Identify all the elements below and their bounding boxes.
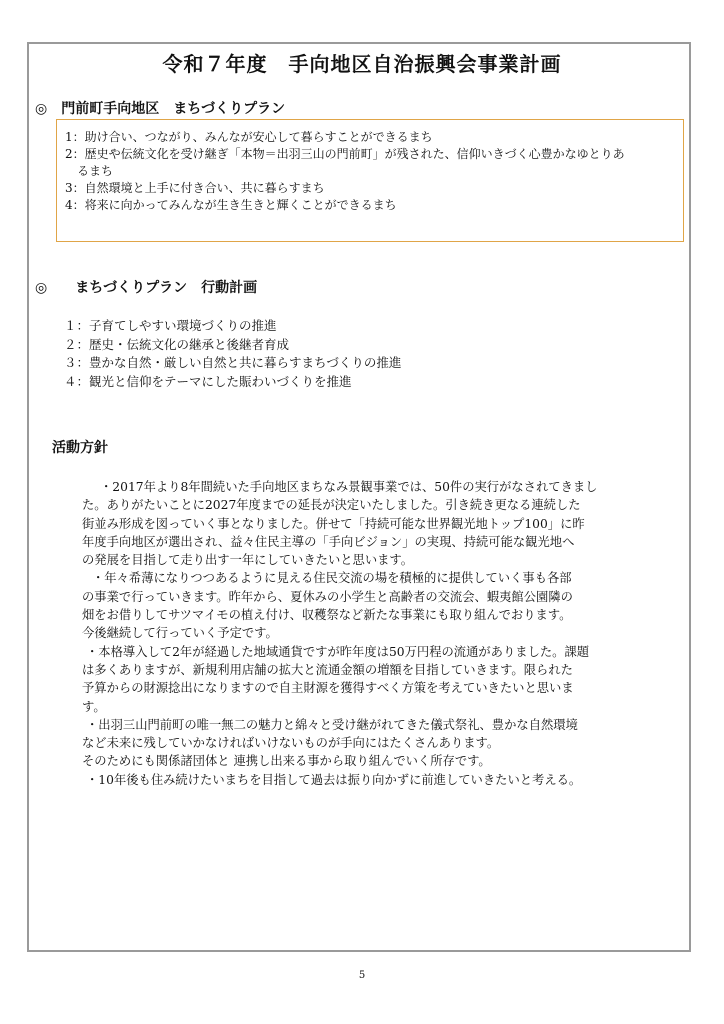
plan-line-1: 1：助け合い、つながり、みんなが安心して暮らすことができるまち [65,130,433,144]
action-item-4: ４：観光と信仰をテーマにした賑わいづくりを推進 [64,373,352,389]
policy-line: 年度手向地区が選出され、益々住民主導の「手向ビジョン」の実現、持続可能な観光地へ [82,534,575,549]
policy-line: た。ありがたいことに2027年度までの延長が決定いたしました。引き続き更なる連続した [82,498,581,513]
policy-line: 今後継続して行っていく予定です。 [82,626,278,641]
action-item-1: １：子育てしやすい環境づくりの推進 [64,318,277,333]
plan-line-3: 3：自然環境と上手に付き合い、共に暮らすまち [65,181,325,195]
page-number: 5 [358,970,366,981]
policy-line: 予算からの財源捻出になりますので自主財源を獲得すべく方策を考えていきたいと思いま [82,681,574,696]
plan-line-2-continued: るまち [77,164,114,178]
action-item-3: ３：豊かな自然・厳しい自然と共に暮らすまちづくりの推進 [64,355,402,370]
plan-line-2: 2：歴史や伝統文化を受け継ぎ「本物＝出羽三山の門前町」が残された、信仰いきづく心豊かなゆとりあ [65,147,625,161]
policy-line: の事業で行っていきます。昨年から、夏休みの小学生と高齢者の交流会、蝦夷館公園隣の [82,589,573,604]
policy-line: は多くありますが、新規利用店舗の拡大と流通金額の増額を目指していきます。限られた [82,662,573,677]
plan-heading: ◎ 門前町手向地区 まちづくりプラン [35,101,286,117]
policy-line: など未来に残していかなければいけないものが手向にはたくさんあります。 [82,736,500,751]
policy-line: ・出羽三山門前町の唯一無二の魅力と綿々と受け継がれてきた儀式祭礼、豊かな自然環境 [86,717,578,732]
policy-line: そのためにも関係諸団体と 連携し出来る事から取り組んでいく所存です。 [82,754,491,769]
policy-line: す。 [82,699,106,714]
policy-line: ・2017年より8年間続いた手向地区まちなみ景観事業では、50件の実行がなされてきまし [100,480,598,494]
policy-line: 畑をお借りしてサツマイモの植え付け、収穫祭など新たな事業にも取り組んでおります。 [82,608,572,623]
policy-heading: 活動方針 [52,440,108,456]
policy-line: ・10年後も住み続けたいまちを目指して過去は振り向かずに前進していきたいと考える。 [86,772,582,787]
policy-line: の発展を目指して走り出す一年にしていきたいと思います。 [82,553,414,568]
page-title: 令和７年度 手向地区自治振興会事業計画 [162,52,562,76]
plan-line-4: 4：将来に向かってみんなが生き生きと輝くことができるまち [65,198,397,212]
policy-line: ・年々希薄になりつつあるように見える住民交流の場を積極的に提供していく事も各部 [92,571,572,586]
action-plan-list [64,317,401,391]
policy-line: ・本格導入して2年が経過した地域通貨ですが昨年度は50万円程の流通がありました。課題 [86,644,590,659]
policy-body [82,478,700,789]
action-plan-heading: ◎ まちづくりプラン 行動計画 [35,280,258,296]
policy-line: 街並み形成を図っていく事となりました。併せて「持続可能な世界観光地トップ100」に昨 [82,516,585,531]
action-item-2: ２：歴史・伝統文化の継承と後継者育成 [64,336,290,352]
plan-box [56,119,684,242]
